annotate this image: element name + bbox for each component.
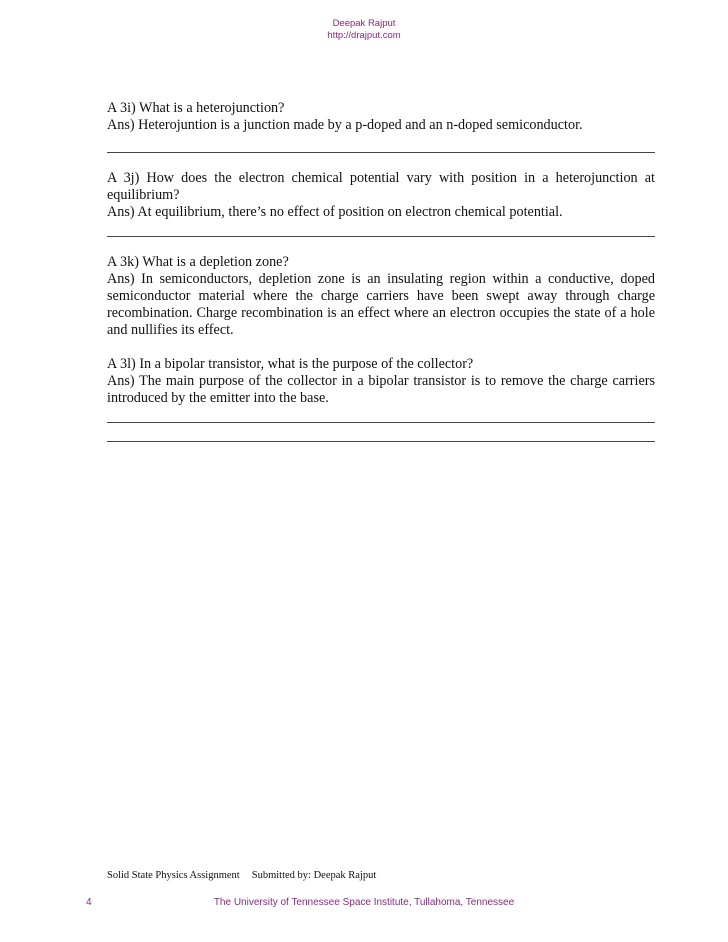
question-text: A 3i) What is a heterojunction? [107, 100, 285, 116]
question-text: A 3j) How does the electron chemical potential vary with position in a heterojunction at equilibrium? [107, 170, 655, 203]
question-text: A 3k) What is a depletion zone? [107, 254, 289, 270]
qa-block-3i [107, 100, 655, 134]
footer-institute: The University of Tennessee Space Institute, Tullahoma, Tennessee [213, 897, 515, 908]
answer-text: Ans) The main purpose of the collector in a bipolar transistor is to remove the charge carriers introduced by the emitter into the base. [107, 373, 655, 406]
qa-block-3k [107, 254, 655, 339]
question-text: A 3l) In a bipolar transistor, what is the purpose of the collector? [107, 356, 474, 372]
qa-block-3l [107, 356, 655, 407]
document-body [107, 100, 655, 442]
answer-text: Ans) At equilibrium, there’s no effect of position on electron chemical potential. [107, 204, 563, 220]
footer-assignment-line [107, 870, 376, 881]
page-header [0, 18, 728, 42]
footer-assignment: Solid State Physics Assignment [107, 870, 240, 881]
answer-text: Ans) Heterojuntion is a junction made by a p-doped and an n-doped semiconductor. [107, 117, 583, 133]
page-number: 4 [86, 897, 92, 908]
header-author: Deepak Rajput [332, 18, 396, 29]
separator-rule [107, 441, 655, 442]
answer-text: Ans) In semiconductors, depletion zone is an insulating region within a conductive, doped semiconductor material where the charge carriers have been swept away through charge recombination. Charge recombination is an effect where an electron occupies the state of a hole and nullifies its effect. [107, 271, 655, 338]
header-url[interactable]: http://drajput.com [327, 30, 401, 41]
footer-submitted-by: Submitted by: Deepak Rajput [251, 870, 377, 881]
qa-block-3j [107, 170, 655, 221]
